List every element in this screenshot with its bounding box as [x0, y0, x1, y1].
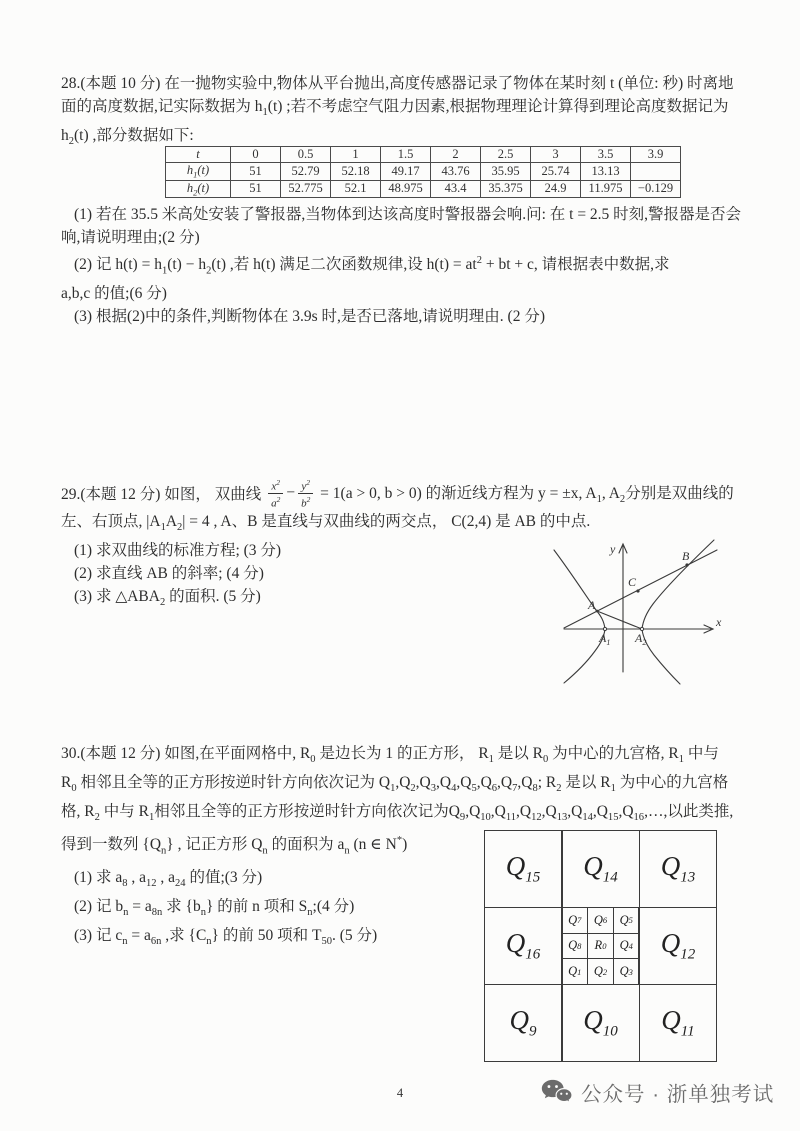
table-cell: 11.975: [581, 180, 631, 198]
p28-q1-line-1: (1) 若在 35.5 米高处安装了警报器,当物体到达该高度时警报器会响.问: 在 t = 2.5 时刻,警报器是否会: [74, 206, 742, 223]
inner-cell: Q 7: [563, 908, 588, 932]
point-B: [685, 563, 688, 566]
cell-label: $Q_{13}$: [660, 851, 696, 886]
table-cell: 48.975: [381, 180, 431, 198]
inner-cell-R0: R 0: [588, 934, 613, 958]
table-cell: 3.9: [631, 147, 681, 163]
p28-q1-line-2: 响,请说明理由;(2 分): [61, 229, 200, 246]
table-cell: 52.18: [331, 163, 381, 181]
table-cell: 51: [231, 180, 281, 198]
outer-cell: [563, 831, 639, 907]
problem-28-questions: [61, 203, 767, 328]
cell-label: $Q_{12}$: [660, 928, 696, 963]
table-cell: 3: [531, 147, 581, 163]
table-cell: 3.5: [581, 147, 631, 163]
nine-grid-figure: [484, 830, 717, 1062]
p30-line-2: $R_0$ 相邻且全等的正方形按逆时针方向依次记为 $Q_1,Q_2,Q_3,Q_4,Q_5,Q_6,Q_7,Q_8$; $R_2$ 是以 $R_1$ 为中心的九宫格: [61, 774, 729, 795]
p29-line-1: [61, 476, 767, 510]
outer-cell: [640, 908, 716, 984]
table-cell: 1: [331, 147, 381, 163]
outer-cell: [485, 985, 561, 1061]
inner-cell: Q 6: [588, 908, 613, 932]
p28-q2-line-1: (2) 记 $h(t) = h_1(t) - h_2(t)$ ,若 h(t) 满足二次函数规律,设 $h(t) = at^2$ + bt + c, 请根据表中数据,求: [74, 255, 670, 277]
inner-grid: [563, 908, 639, 984]
hyperbola-right-branch-upper: [642, 540, 714, 629]
minus-sign: −: [286, 484, 296, 501]
watermark-text: 公众号 · 浙单独考试: [581, 1083, 775, 1106]
table-cell: −0.129: [631, 180, 681, 198]
table-cell: 2: [431, 147, 481, 163]
table-cell: 52.1: [331, 180, 381, 198]
table-cell: 35.375: [481, 180, 531, 198]
p28-q2-line-2: a,b,c 的值;(6 分): [61, 285, 167, 303]
table-cell: 43.76: [431, 163, 481, 181]
p29-q3-line: (3) 求 $\triangle ABA_2$ 的面积. (5 分): [74, 588, 261, 609]
hyperbola-right-branch-lower: [642, 629, 680, 684]
fraction-denominator: $a^2$: [271, 494, 281, 510]
line-AB: [564, 550, 717, 628]
hyperbola-left-branch-upper: [554, 550, 605, 629]
outer-cell: [485, 908, 561, 984]
p30-q1-line: (1) 求 $a_8$ , $a_{12}$ , $a_{24}$ 的值;(3 分): [74, 868, 263, 889]
outer-grid: [484, 830, 717, 1062]
table-cell: 13.13: [581, 163, 631, 181]
table-cell: [631, 163, 681, 181]
table-cell: 24.9: [531, 180, 581, 198]
p30-line-1: 30.(本题 12 分) 如图,在平面网格中, $R_0$ 是边长为 1 的正方形， $R_1$ 是以 $R_0$ 为中心的九宫格, $R_1$ 中与: [61, 745, 719, 766]
table-cell: t: [166, 147, 231, 163]
p29-q2-line: (2) 求直线 AB 的斜率; (4 分): [74, 565, 264, 583]
table-cell: 51: [231, 163, 281, 181]
cell-label: $Q_{15}$: [505, 851, 541, 886]
p28-line-3: $h_2(t)$ ,部分数据如下:: [61, 127, 194, 148]
fraction-numerator: $x^2$: [268, 477, 283, 494]
table-cell: 25.74: [531, 163, 581, 181]
label-A1: $A_1$: [599, 631, 611, 647]
wechat-icon: [541, 1079, 572, 1105]
cell-label: $Q_{11}$: [661, 1005, 695, 1040]
p29-q1-line: (1) 求双曲线的标准方程; (3 分): [74, 542, 282, 560]
cell-label: $Q_{14}$: [583, 851, 618, 886]
label-A2: $A_2$: [635, 631, 647, 647]
inner-cell: Q 8: [563, 934, 588, 958]
inner-cell: Q 4: [614, 934, 639, 958]
outer-cell: [485, 831, 561, 907]
inner-cell: Q 1: [563, 959, 588, 983]
table-row-h1: [166, 163, 681, 181]
p30-q2-line: (2) 记 $b_n = a_{8n}$ 求 $\{b_n\}$ 的前 n 项和 $S_n;(4$ 分): [74, 897, 355, 918]
inner-cell: Q 5: [614, 908, 639, 932]
table-row-t: [166, 147, 681, 163]
page-number: 4: [396, 1086, 404, 1100]
label-A: A: [588, 598, 596, 612]
fraction-y2-b2: [298, 477, 313, 509]
table-cell: 1.5: [381, 147, 431, 163]
cell-label: $Q_{10}$: [583, 1005, 618, 1040]
segment-A-A2: [597, 611, 642, 629]
label-B: B: [682, 549, 690, 563]
p30-line-4: 得到一数列 $\{Q_n\}$ , 记正方形 $Q_n$ 的面积为 $a_n$ (n ∈ N*): [61, 835, 408, 857]
problem-28-statement: [61, 72, 767, 153]
fraction-x2-a2: [268, 477, 283, 509]
p29-l1-suffix: = 1(a > 0, b > 0) 的渐近线方程为 y = ±x, $A_1$, $A_2$分别是双曲线的: [316, 484, 734, 506]
inner-cell: Q 2: [588, 959, 613, 983]
y-axis-label: y: [610, 542, 616, 556]
label-C: C: [628, 575, 637, 589]
cell-label: $Q_9$: [509, 1005, 537, 1040]
p28-line-2: 面的高度数据,记实际数据为 $h_1(t)$ ;若不考虑空气阻力因素,根据物理理论计算得到理论高度数据记为: [61, 98, 729, 119]
p30-line-3: 格, $R_2$ 中与 $R_1$相邻且全等的正方形按逆时针方向依次记为$Q_9,Q_{10},Q_{11},Q_{12},Q_{13},Q_{14},Q_{15},Q_{16},\dots$,以此类推,: [61, 803, 734, 824]
table-cell: $h_2(t)$: [166, 180, 231, 198]
table-cell: 52.79: [281, 163, 331, 181]
outer-cell: [563, 985, 639, 1061]
table-row-h2: [166, 180, 681, 198]
p29-line-2: 左、右顶点, $|A_1A_2| = 4$ , A、B 是直线与双曲线的两交点， C(2,4) 是 AB 的中点.: [61, 513, 591, 534]
outer-cell: [640, 985, 716, 1061]
table-cell: 49.17: [381, 163, 431, 181]
cell-label: $Q_{16}$: [505, 928, 541, 963]
inner-cell: Q 3: [614, 959, 639, 983]
p28-line-1: 28.(本题 10 分) 在一抛物实验中,物体从平台抛出,高度传感器记录了物体在某时刻 t (单位: 秒) 时离地: [61, 75, 734, 92]
hyperbola-figure: [544, 531, 736, 691]
outer-cell: [640, 831, 716, 907]
table-cell: 43.4: [431, 180, 481, 198]
point-A: [596, 610, 599, 613]
fraction-numerator: $y^2$: [298, 477, 313, 494]
p29-l1-prefix: 29.(本题 12 分) 如图， 双曲线: [61, 486, 266, 503]
height-data-table: [165, 146, 681, 198]
table-cell: 52.775: [281, 180, 331, 198]
table-cell: 0.5: [281, 147, 331, 163]
outer-cell-center: [563, 908, 639, 984]
table-cell: 35.95: [481, 163, 531, 181]
x-axis-label: x: [716, 615, 722, 629]
table-cell: $h_1(t)$: [166, 163, 231, 181]
fraction-denominator: $b^2$: [301, 494, 311, 510]
watermark: [541, 1077, 774, 1107]
table-cell: 2.5: [481, 147, 531, 163]
p28-q3-line: (3) 根据(2)中的条件,判断物体在 3.9s 时,是否已落地,请说明理由. (2 分): [74, 308, 546, 326]
point-C: [636, 589, 639, 592]
p30-q3-line: (3) 记 $c_n = a_{6n}$ ,求 $\{C_n\}$ 的前 50 项和 $T_{50}$. (5 分): [74, 926, 378, 947]
table-cell: 0: [231, 147, 281, 163]
